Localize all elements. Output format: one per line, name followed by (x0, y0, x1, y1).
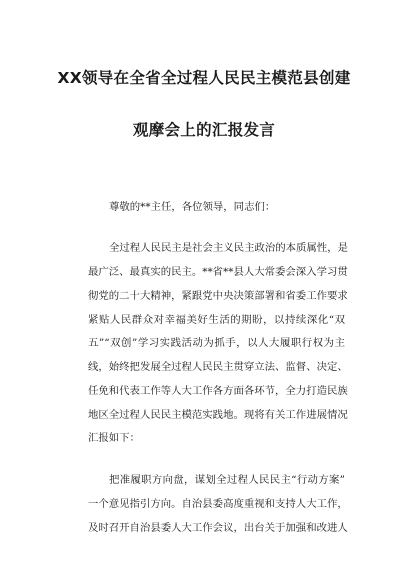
paragraph-1-line: 任免和代表工作等人大工作各方面各环节，全力打造民族 (88, 385, 348, 397)
paragraph-1-line: 最广泛、最真实的民主。**省**县人大常委会深入学习贯 (88, 266, 348, 278)
paragraph-1-line: 汇报如下： (88, 432, 140, 444)
paragraph-1-line: 五”“双创”学习实践活动为抓手，以人大履职行权为主 (88, 337, 345, 349)
paragraph-1-line: 紧贴人民群众对幸福美好生活的期盼，以持续深化“双 (88, 314, 345, 326)
paragraph-2-line: 把准履职方向盘，谋划全过程人民民主“行动方案” (109, 474, 345, 486)
paragraph-1-line: 地区全过程人民民主模范实践地。现将有关工作进展情况 (88, 409, 348, 421)
paragraph-2-line: 一个意见指引方向。自治县委高度重视和支持人大工作， (88, 498, 348, 510)
document-title-line-2: 观摩会上的汇报发言 (132, 121, 276, 139)
paragraph-1-line: 彻党的二十大精神，紧跟党中央决策部署和省委工作要求 (88, 290, 348, 302)
document-title-line-1: XX领导在全省全过程人民民主模范县创建 (57, 69, 351, 87)
salutation: 尊敬的**主任，各位领导，同志们： (109, 201, 276, 213)
paragraph-1-line: 线，始终把发展全过程人民民主贯穿立法、监督、决定、 (88, 361, 348, 373)
paragraph-1-line: 全过程人民民主是社会主义民主政治的本质属性，是 (109, 242, 348, 254)
paragraph-2-line: 及时召开自治县委人大工作会议，出台关于加强和改进人 (88, 522, 348, 534)
